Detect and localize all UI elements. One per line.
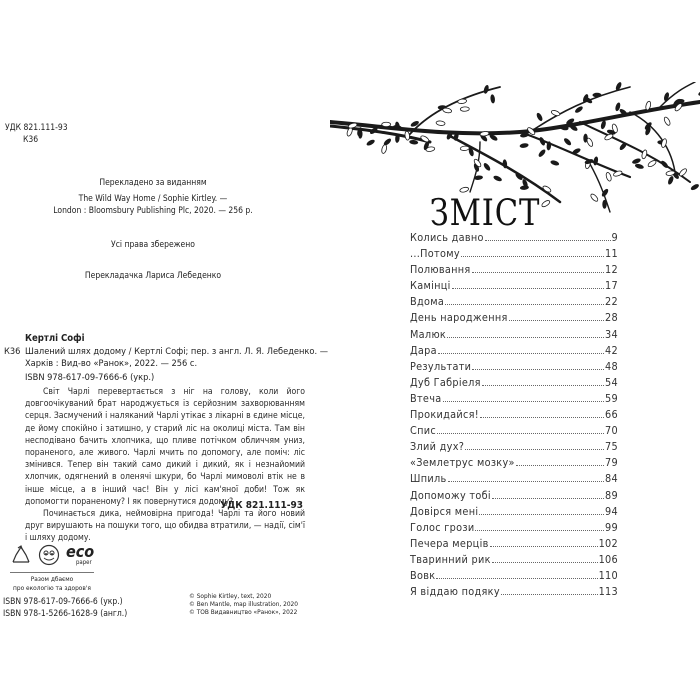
leader-dots xyxy=(443,401,605,402)
leader-dots xyxy=(492,498,604,499)
leader-dots xyxy=(465,449,604,450)
toc-entry xyxy=(410,569,618,585)
toc-entry xyxy=(410,553,618,569)
toc-entry-title: ...Потому xyxy=(410,247,460,261)
toc-entry xyxy=(410,311,618,327)
biblio-line: Харків : Вид-во «Ранок», 2022. — 256 с. xyxy=(25,358,198,369)
leaf xyxy=(442,107,452,113)
toc-entry xyxy=(410,263,618,279)
toc-entry xyxy=(410,360,618,376)
toc-entry xyxy=(410,472,618,488)
copyright-line: © ТОВ Видавництво «Ранок», 2022 xyxy=(189,608,298,616)
toc-entry-title: Дара xyxy=(410,343,437,357)
toc-entry-page: 94 xyxy=(605,504,618,518)
k-code-2: К36 xyxy=(4,346,21,357)
toc-entry-page: 70 xyxy=(605,424,618,438)
leader-dots xyxy=(436,578,597,579)
toc-entry-page: 17 xyxy=(605,279,618,293)
annotation-paragraph: Світ Чарлі перевертається з ніг на голову, коли його довгоочікуваний брат народжується із серйозним захворюванням серця. Засмучений і наляканий Чарлі утікає з лікарні в єдине місце, де йому спокійно і затишно, у старий ліс на околиці міста. Там він несподівано бачить хлопчика, що пливе потічком обличчям униз, пораненого, але живого. Чарлі мчить по допомогу, але поміч: ліс змінився. Тепер він такий само дикий і дикий, як і незнайомий хлопчик, одягнений в оленячі шкури, бо Чарлі мимоволі втік не в інше місце, а в інший час! Він у лісі кам'яної доби! Тож як допомогти пораненому? І як повернутися додому? xyxy=(25,387,305,507)
divider xyxy=(10,572,94,573)
copyright-block xyxy=(189,592,298,616)
leaf xyxy=(537,148,546,158)
k-code: К36 xyxy=(23,135,39,145)
smiley-icon xyxy=(38,544,60,566)
toc-entry-title: Малюк xyxy=(410,327,447,341)
eco-logos xyxy=(10,544,94,566)
leaf xyxy=(436,120,445,126)
leader-dots xyxy=(447,337,604,338)
eco-caption-line: про екологію та здоров'я xyxy=(13,584,91,592)
toc-entry xyxy=(410,585,618,601)
author-heading: Кертлі Софі xyxy=(25,333,85,344)
page-title: ЗМІСТ xyxy=(429,193,541,234)
isbn-list xyxy=(3,596,127,620)
leaf xyxy=(382,122,391,126)
toc-entry-title: Печера мерців xyxy=(410,536,489,550)
toc-entry xyxy=(410,537,618,553)
toc-entry-page: 59 xyxy=(605,391,618,405)
recycle-icon xyxy=(10,545,32,565)
toc-entry-page: 34 xyxy=(605,327,618,341)
leader-dots xyxy=(448,481,605,482)
toc-entry xyxy=(410,489,618,505)
leaf xyxy=(663,92,670,102)
leaf xyxy=(535,112,543,122)
toc-entry-title: «Землетрус мозку» xyxy=(410,456,515,470)
leader-dots xyxy=(438,353,604,354)
toc-entry xyxy=(410,231,618,247)
toc-entry-page: 9 xyxy=(611,231,618,244)
leaf xyxy=(519,143,529,149)
leaf xyxy=(602,200,606,209)
toc-entry xyxy=(410,392,618,408)
bibliographic-entry xyxy=(25,346,328,370)
leader-dots xyxy=(492,562,598,563)
toc-entry-page: 110 xyxy=(598,568,618,582)
annotation-paragraph: Починається дика, неймовірна пригода! Чарлі та його новий друг вирушають на пошуки того, що обидва втратили, — надії, сім'ї і шляху додому. xyxy=(25,509,305,544)
copyright-line: © Sophie Kirtley, text, 2020 xyxy=(189,592,272,600)
leaf xyxy=(460,107,469,112)
eco-caption-line: Разом дбаємо xyxy=(30,575,74,583)
toc-entry-page: 102 xyxy=(598,536,618,550)
leader-dots xyxy=(437,433,604,434)
leaf xyxy=(550,159,560,166)
toc-entry-page: 48 xyxy=(605,359,618,373)
toc-entry xyxy=(410,279,618,295)
toc-entry-title: Голос грози xyxy=(410,520,475,534)
leader-dots xyxy=(480,417,604,418)
leader-dots xyxy=(485,240,611,241)
toc-entry-title: Тваринний рик xyxy=(410,552,491,566)
leaf xyxy=(482,162,491,172)
leader-dots xyxy=(472,369,604,370)
toc-entry-title: Колись давно xyxy=(410,231,484,244)
leaf xyxy=(551,109,561,116)
leaf xyxy=(605,172,612,182)
toc-entry-page: 54 xyxy=(605,375,618,389)
toc-entry-title: Полювання xyxy=(410,263,471,277)
leaf xyxy=(366,139,376,147)
toc-entry xyxy=(410,328,618,344)
leaf xyxy=(520,185,529,190)
toc-entry-page: 113 xyxy=(598,585,618,599)
toc-entry-page: 42 xyxy=(605,343,618,357)
toc-entry-title: Втеча xyxy=(410,391,442,405)
original-publisher: London : Bloomsbury Publishing Plc, 2020. — 256 p. xyxy=(53,206,253,216)
toc-entry xyxy=(410,376,618,392)
leader-dots xyxy=(482,385,604,386)
toc-entry-page: 66 xyxy=(605,408,618,422)
leaf xyxy=(634,163,644,170)
leaf xyxy=(690,183,700,191)
toc-entry-title: Вдома xyxy=(410,295,445,309)
toc-entry xyxy=(410,247,618,263)
toc-entry-page: 12 xyxy=(605,263,618,277)
leaf xyxy=(663,116,671,126)
udk-code: УДК 821.111-93 xyxy=(5,123,68,133)
toc-entry xyxy=(410,505,618,521)
leaf xyxy=(404,131,410,141)
translated-from: Перекладено за виданням xyxy=(99,178,207,188)
eco-caption xyxy=(0,575,104,593)
leaf xyxy=(460,146,469,151)
toc-entry xyxy=(410,424,618,440)
leaf xyxy=(493,175,503,183)
copyright-line: © Ben Mantle, map illustration, 2020 xyxy=(189,600,298,608)
toc-entry-title: Камінці xyxy=(410,279,451,293)
eco-paper-logo xyxy=(66,544,94,566)
annotation xyxy=(25,386,305,545)
leader-dots xyxy=(479,514,604,515)
biblio-line: Шалений шлях додому / Кертлі Софі; пер. з англ. Л. Я. Лебеденко. — xyxy=(25,346,328,357)
toc-entry-page: 22 xyxy=(605,295,618,309)
leader-dots xyxy=(452,288,604,289)
toc-entry xyxy=(410,295,618,311)
toc-entry-page: 99 xyxy=(605,520,618,534)
toc-entry xyxy=(410,408,618,424)
toc-entry-page: 11 xyxy=(605,247,618,261)
toc-entry-page: 28 xyxy=(605,311,618,325)
leaf xyxy=(678,168,687,177)
leader-dots xyxy=(501,594,598,595)
isbn-eng: ISBN 978-1-5266-1628-9 (англ.) xyxy=(3,609,128,619)
toc-entry-page: 106 xyxy=(598,552,618,566)
leaf xyxy=(457,99,466,105)
leader-dots xyxy=(516,465,604,466)
toc-entry-page: 89 xyxy=(605,488,618,502)
toc-entry-title: Дуб Габріеля xyxy=(410,375,481,389)
toc-entry-title: Шпиль xyxy=(410,472,447,486)
toc-entry xyxy=(410,456,618,472)
leaf xyxy=(490,94,495,103)
leaf xyxy=(667,175,675,185)
eco-sub: paper xyxy=(76,559,92,566)
rights-reserved: Усі права збережено xyxy=(111,240,195,250)
isbn-main: ISBN 978-617-09-7666-6 (укр.) xyxy=(25,372,155,383)
leaf xyxy=(459,186,469,193)
table-of-contents xyxy=(410,231,618,601)
toc-entry-title: Прокидайся! xyxy=(410,408,479,422)
leaf xyxy=(647,159,657,168)
toc-entry-page: 75 xyxy=(605,440,618,454)
toc-entry xyxy=(410,344,618,360)
toc-entry-title: Злий дух? xyxy=(410,440,465,454)
leader-dots xyxy=(472,272,604,273)
translator: Перекладачка Лариса Лебеденко xyxy=(84,271,222,281)
leaf xyxy=(563,137,573,146)
toc-entry-title: Я віддаю подяку xyxy=(410,585,500,599)
eco-label: eco xyxy=(66,542,95,561)
toc-entry-page: 79 xyxy=(605,456,618,470)
leader-dots xyxy=(475,530,604,531)
leaf xyxy=(586,137,594,147)
toc-entry-title: День народження xyxy=(410,311,508,325)
toc-entry-title: Допоможу тобі xyxy=(410,488,491,502)
udk-bold: УДК 821.111-93 xyxy=(220,500,303,511)
toc-entry-title: Спис xyxy=(410,424,436,438)
toc-entry-title: Довірся мені xyxy=(410,504,479,518)
isbn-ukr: ISBN 978-617-09-7666-6 (укр.) xyxy=(3,597,123,607)
original-title: The Wild Way Home / Sophie Kirtley. — xyxy=(78,194,228,204)
toc-entry xyxy=(410,521,618,537)
leader-dots xyxy=(461,256,604,257)
leaf xyxy=(590,193,599,203)
toc-entry xyxy=(410,440,618,456)
leaf xyxy=(381,144,388,154)
leader-dots xyxy=(490,546,598,547)
toc-entry-title: Вовк xyxy=(410,568,436,582)
leader-dots xyxy=(445,304,604,305)
toc-entry-title: Результати xyxy=(410,359,472,373)
leaf xyxy=(631,157,641,164)
toc-entry-page: 84 xyxy=(605,472,618,486)
leader-dots xyxy=(509,320,604,321)
